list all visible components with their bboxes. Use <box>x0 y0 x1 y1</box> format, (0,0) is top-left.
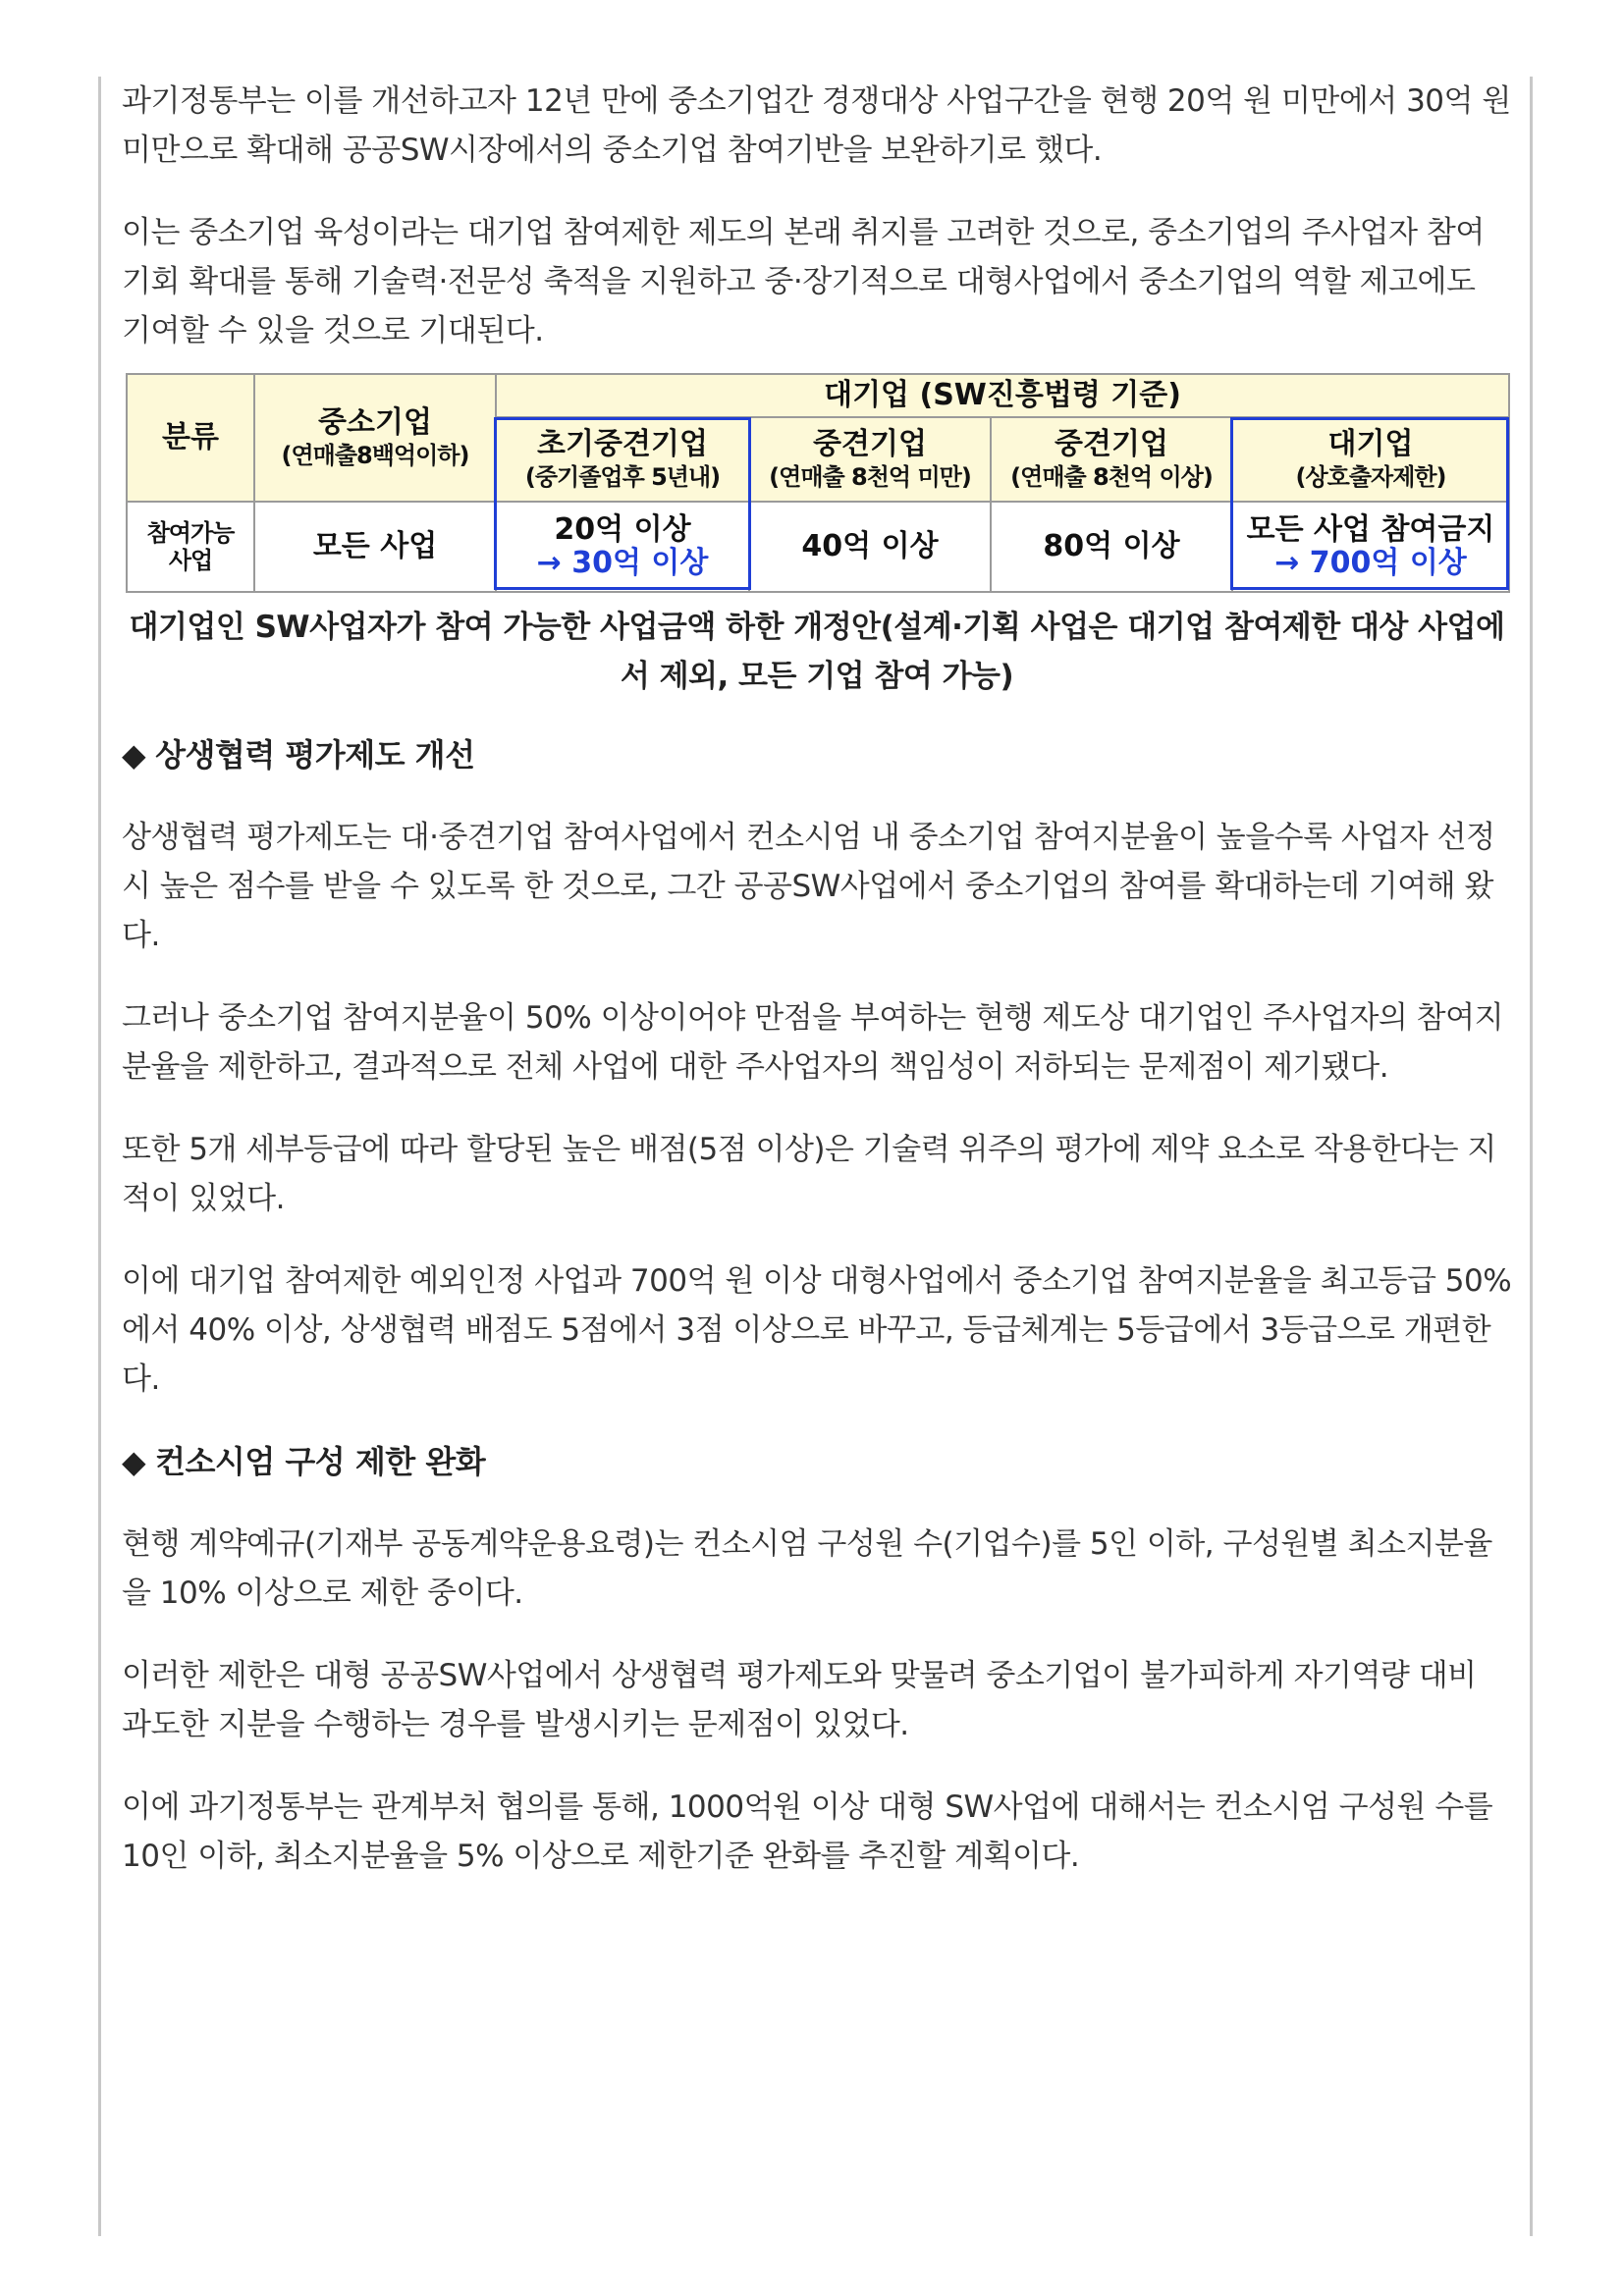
header-midsize-over: 중견기업 (연매출 8천억 이상) <box>991 417 1232 502</box>
section-heading-evaluation-text: 상생협력 평가제도 개선 <box>155 736 475 774</box>
header-category: 분류 <box>127 374 254 502</box>
header-sme: 중소기업 (연매출8백억이하) <box>254 374 496 502</box>
left-page-rule <box>98 77 101 2236</box>
paragraph-5: 또한 5개 세부등급에 따라 할당된 높은 배점(5점 이상)은 기술력 위주의 평가에 제약 요소로 작용한다는 지적이 있었다. <box>122 1132 1496 1216</box>
header-early-midsize: 초기중견기업 (중기졸업후 5년내) <box>496 417 749 502</box>
diamond-icon: ◆ <box>122 1443 146 1480</box>
row-label-participation: 참여가능 사업 <box>127 502 254 592</box>
cell-large: 모든 사업 참여금지 → 700억 이상 <box>1232 502 1509 592</box>
paragraph-9: 이에 과기정통부는 관계부처 협의를 통해, 1000억원 이상 대형 SW사업에 대해서는 컨소시엄 구성원 수를 10인 이하, 최소지분율을 5% 이상으로 제한기준 완화를 추진할 계획이다. <box>122 1789 1493 1874</box>
header-large: 대기업 (상호출자제한) <box>1232 417 1509 502</box>
paragraph-3: 상생협력 평가제도는 대·중견기업 참여사업에서 컨소시엄 내 중소기업 참여지분율이 높을수록 사업자 선정시 높은 점수를 받을 수 있도록 한 것으로, 그간 공공SW사업에서 중소기업의 참여를 확대하는데 기여해 왔다. <box>122 820 1495 953</box>
table-caption: 대기업인 SW사업자가 참여 가능한 사업금액 하한 개정안(설계·기획 사업은 대기업 참여제한 대상 사업에서 제외, 모든 기업 참여 가능) <box>129 610 1505 694</box>
paragraph-4: 그러나 중소기업 참여지분율이 50% 이상이어야 만점을 부여하는 현행 제도상 대기업인 주사업자의 참여지분율을 제한하고, 결과적으로 전체 사업에 대한 주사업자의 책임성이 저하되는 문제점이 제기됐다. <box>122 1000 1504 1085</box>
paragraph-7: 현행 계약예규(기재부 공동계약운용요령)는 컨소시엄 구성원 수(기업수)를 5인 이하, 구성원별 최소지분율을 10% 이상으로 제한 중이다. <box>122 1526 1492 1611</box>
header-large-group: 대기업 (SW진흥법령 기준) <box>496 374 1509 417</box>
header-midsize-under: 중견기업 (연매출 8천억 미만) <box>749 417 991 502</box>
section-heading-consortium <box>122 1437 1512 1486</box>
paragraph-1: 과기정통부는 이를 개선하고자 12년 만에 중소기업간 경쟁대상 사업구간을 현행 20억 원 미만에서 30억 원 미만으로 확대해 공공SW시장에서의 중소기업 참여기반을 보완하기로 했다. <box>122 83 1511 168</box>
cell-midsize-over: 80억 이상 <box>991 502 1232 592</box>
cell-midsize-under: 40억 이상 <box>749 502 991 592</box>
section-heading-consortium-text: 컨소시엄 구성 제한 완화 <box>155 1443 486 1480</box>
cell-early-midsize: 20억 이상 → 30억 이상 <box>496 502 749 592</box>
paragraph-2: 이는 중소기업 육성이라는 대기업 참여제한 제도의 본래 취지를 고려한 것으로, 중소기업의 주사업자 참여기회 확대를 통해 기술력·전문성 축적을 지원하고 중·장기적으로 대형사업에서 중소기업의 역할 제고에도 기여할 수 있을 것으로 기대된다. <box>122 215 1485 348</box>
participation-table-image <box>126 373 1508 591</box>
paragraph-8: 이러한 제한은 대형 공공SW사업에서 상생협력 평가제도와 맞물려 중소기업이 불가피하게 자기역량 대비 과도한 지분을 수행하는 경우를 발생시키는 문제점이 있었다. <box>122 1658 1477 1742</box>
diamond-icon: ◆ <box>122 736 146 774</box>
right-page-rule <box>1530 77 1533 2236</box>
paragraph-6: 이에 대기업 참여제한 예외인정 사업과 700억 원 이상 대형사업에서 중소기업 참여지분율을 최고등급 50%에서 40% 이상, 상생협력 배점도 5점에서 3점 이상으로 바꾸고, 등급체계는 5등급에서 3등급으로 개편한다. <box>122 1263 1512 1397</box>
article-body <box>122 77 1512 1914</box>
participation-table <box>126 373 1510 593</box>
section-heading-evaluation <box>122 730 1512 779</box>
cell-sme: 모든 사업 <box>254 502 496 592</box>
